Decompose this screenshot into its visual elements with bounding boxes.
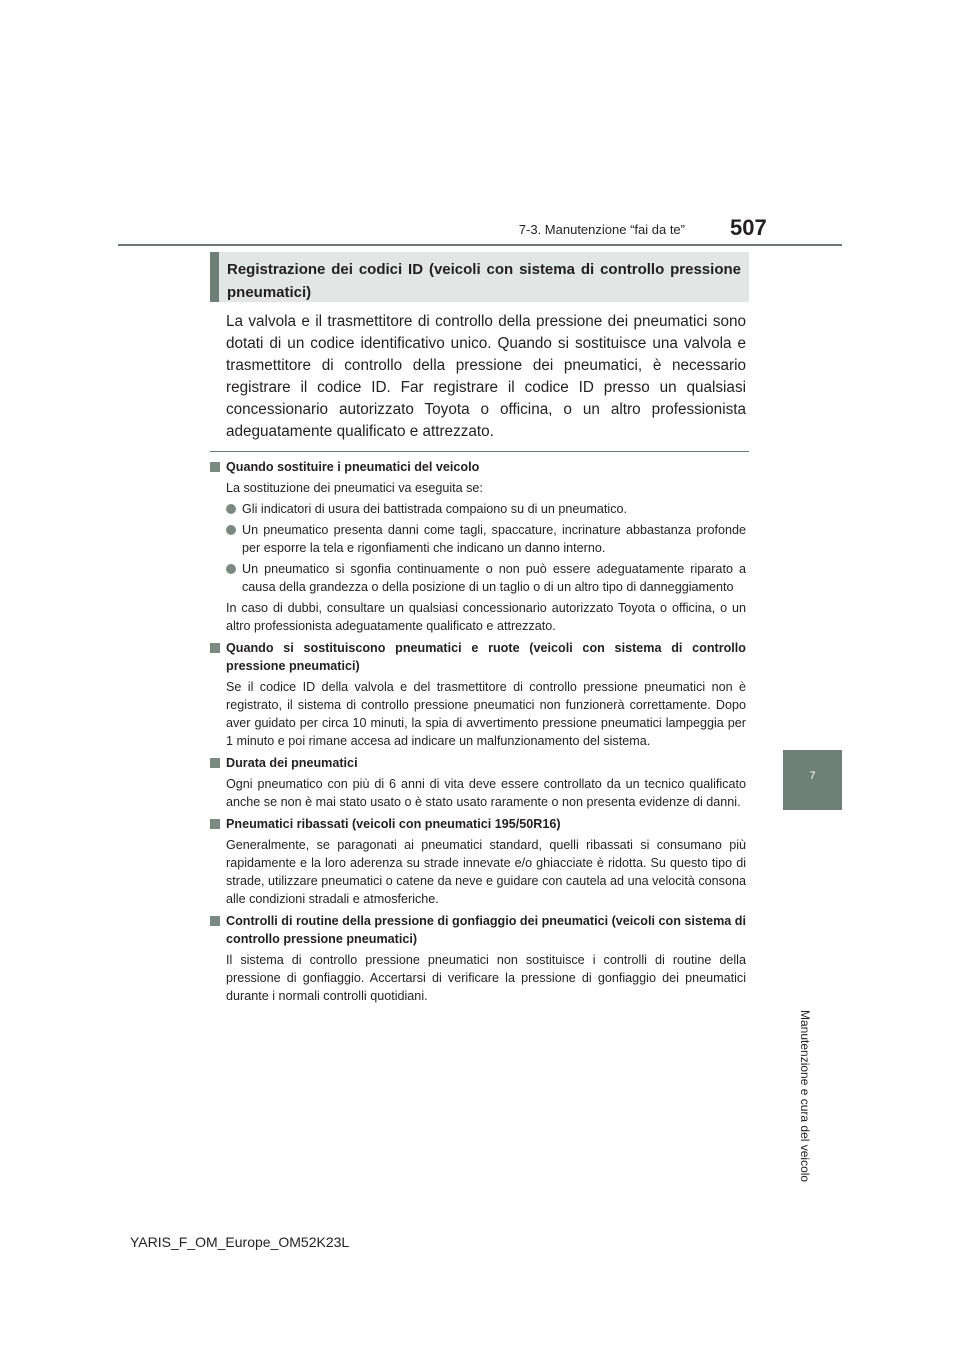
bullet-item: Un pneumatico presenta danni come tagli, spaccature, incrinature abbastanza profonde per esporre la tela e rigonfiamenti che indicano un danno interno. (210, 521, 746, 557)
note-title: Controlli di routine della pressione di gonfiaggio dei pneumatici (veicoli con sistema di controllo pressione pneumatici) (210, 912, 746, 948)
document-footer-code: YARIS_F_OM_Europe_OM52K23L (130, 1234, 350, 1250)
intro-paragraph: La valvola e il trasmettitore di controllo della pressione dei pneumatici sono dotati di un codice identificativo unico. Quando si sostituisce una valvola e trasmettitore di controllo della pressione dei pneumatici, è necessario registrare il codice ID. Far registrare il codice ID presso un qualsiasi concessionario autorizzato Toyota o officina, o un altro professionista adeguatamente qualificato e attrezzato. (226, 313, 746, 440)
bullet-item: Gli indicatori di usura dei battistrada compaiono su di un pneumatico. (210, 500, 746, 518)
header-section-title: 7-3. Manutenzione “fai da te” (518, 222, 685, 237)
section-heading: Registrazione dei codici ID (veicoli con sistema di controllo pressione pneumatici) (227, 261, 741, 301)
note-title: Pneumatici ribassati (veicoli con pneumatici 195/50R16) (210, 815, 746, 833)
square-bullet-icon (210, 758, 220, 768)
chapter-tab (783, 750, 842, 810)
round-bullet-icon (226, 525, 236, 535)
square-bullet-icon (210, 916, 220, 926)
round-bullet-icon (226, 504, 236, 514)
square-bullet-icon (210, 643, 220, 653)
chapter-number: 7 (809, 770, 816, 782)
note-item (210, 639, 746, 750)
note-item (210, 754, 746, 811)
section-heading-box (210, 252, 749, 302)
chapter-side-label: Manutenzione e cura del veicolo (798, 1010, 812, 1183)
note-item (210, 815, 746, 908)
note-text: La sostituzione dei pneumatici va eseguita se: (226, 481, 483, 495)
round-bullet-icon (226, 564, 236, 574)
bullet-item: Un pneumatico si sgonfia continuamente o non può essere adeguatamente riparato a causa della grandezza o della posizione di un taglio o di un altro tipo di danneggiamento (210, 560, 746, 596)
square-bullet-icon (210, 462, 220, 472)
note-title: Quando sostituire i pneumatici del veicolo (210, 458, 746, 476)
note-text: Ogni pneumatico con più di 6 anni di vita deve essere controllato da un tecnico qualificato anche se non è mai stato usato o è stato usato raramente o non presenta evidenze di danni. (226, 777, 746, 809)
note-text: Generalmente, se paragonati ai pneumatici standard, quelli ribassati si consumano più rapidamente e la loro aderenza su strade innevate e/o ghiacciate è ridotta. Su questo tipo di strade, utilizzare pneumatici o catene da neve e guidare con cautela ad una velocità consona alle condizioni stradali e atmosferiche. (226, 838, 746, 906)
section-divider (210, 451, 749, 452)
notes-content (210, 458, 746, 1009)
note-item (210, 912, 746, 1005)
note-title: Quando si sostituiscono pneumatici e ruote (veicoli con sistema di controllo pressione pneumatici) (210, 639, 746, 675)
note-text: Il sistema di controllo pressione pneumatici non sostituisce i controlli di routine della pressione di gonfiaggio. Accertarsi di verificare la pressione di gonfiaggio dei pneumatici durante i normali controlli quotidiani. (226, 953, 746, 1003)
note-text: In caso di dubbi, consultare un qualsiasi concessionario autorizzato Toyota o officina, o un altro professionista adeguatamente qualificato e attrezzato. (226, 601, 746, 633)
header-divider (118, 244, 842, 246)
note-item (210, 458, 746, 635)
note-title: Durata dei pneumatici (210, 754, 746, 772)
note-text: Se il codice ID della valvola e del trasmettitore di controllo pressione pneumatici non è registrato, il sistema di controllo pressione pneumatici non funzionerà correttamente. Dopo aver guidato per circa 10 minuti, la spia di avvertimento pressione pneumatici lampeggia per 1 minuto e poi rimane accesa ad indicare un malfunzionamento del sistema. (226, 680, 746, 748)
page-number: 507 (730, 215, 767, 240)
square-bullet-icon (210, 819, 220, 829)
